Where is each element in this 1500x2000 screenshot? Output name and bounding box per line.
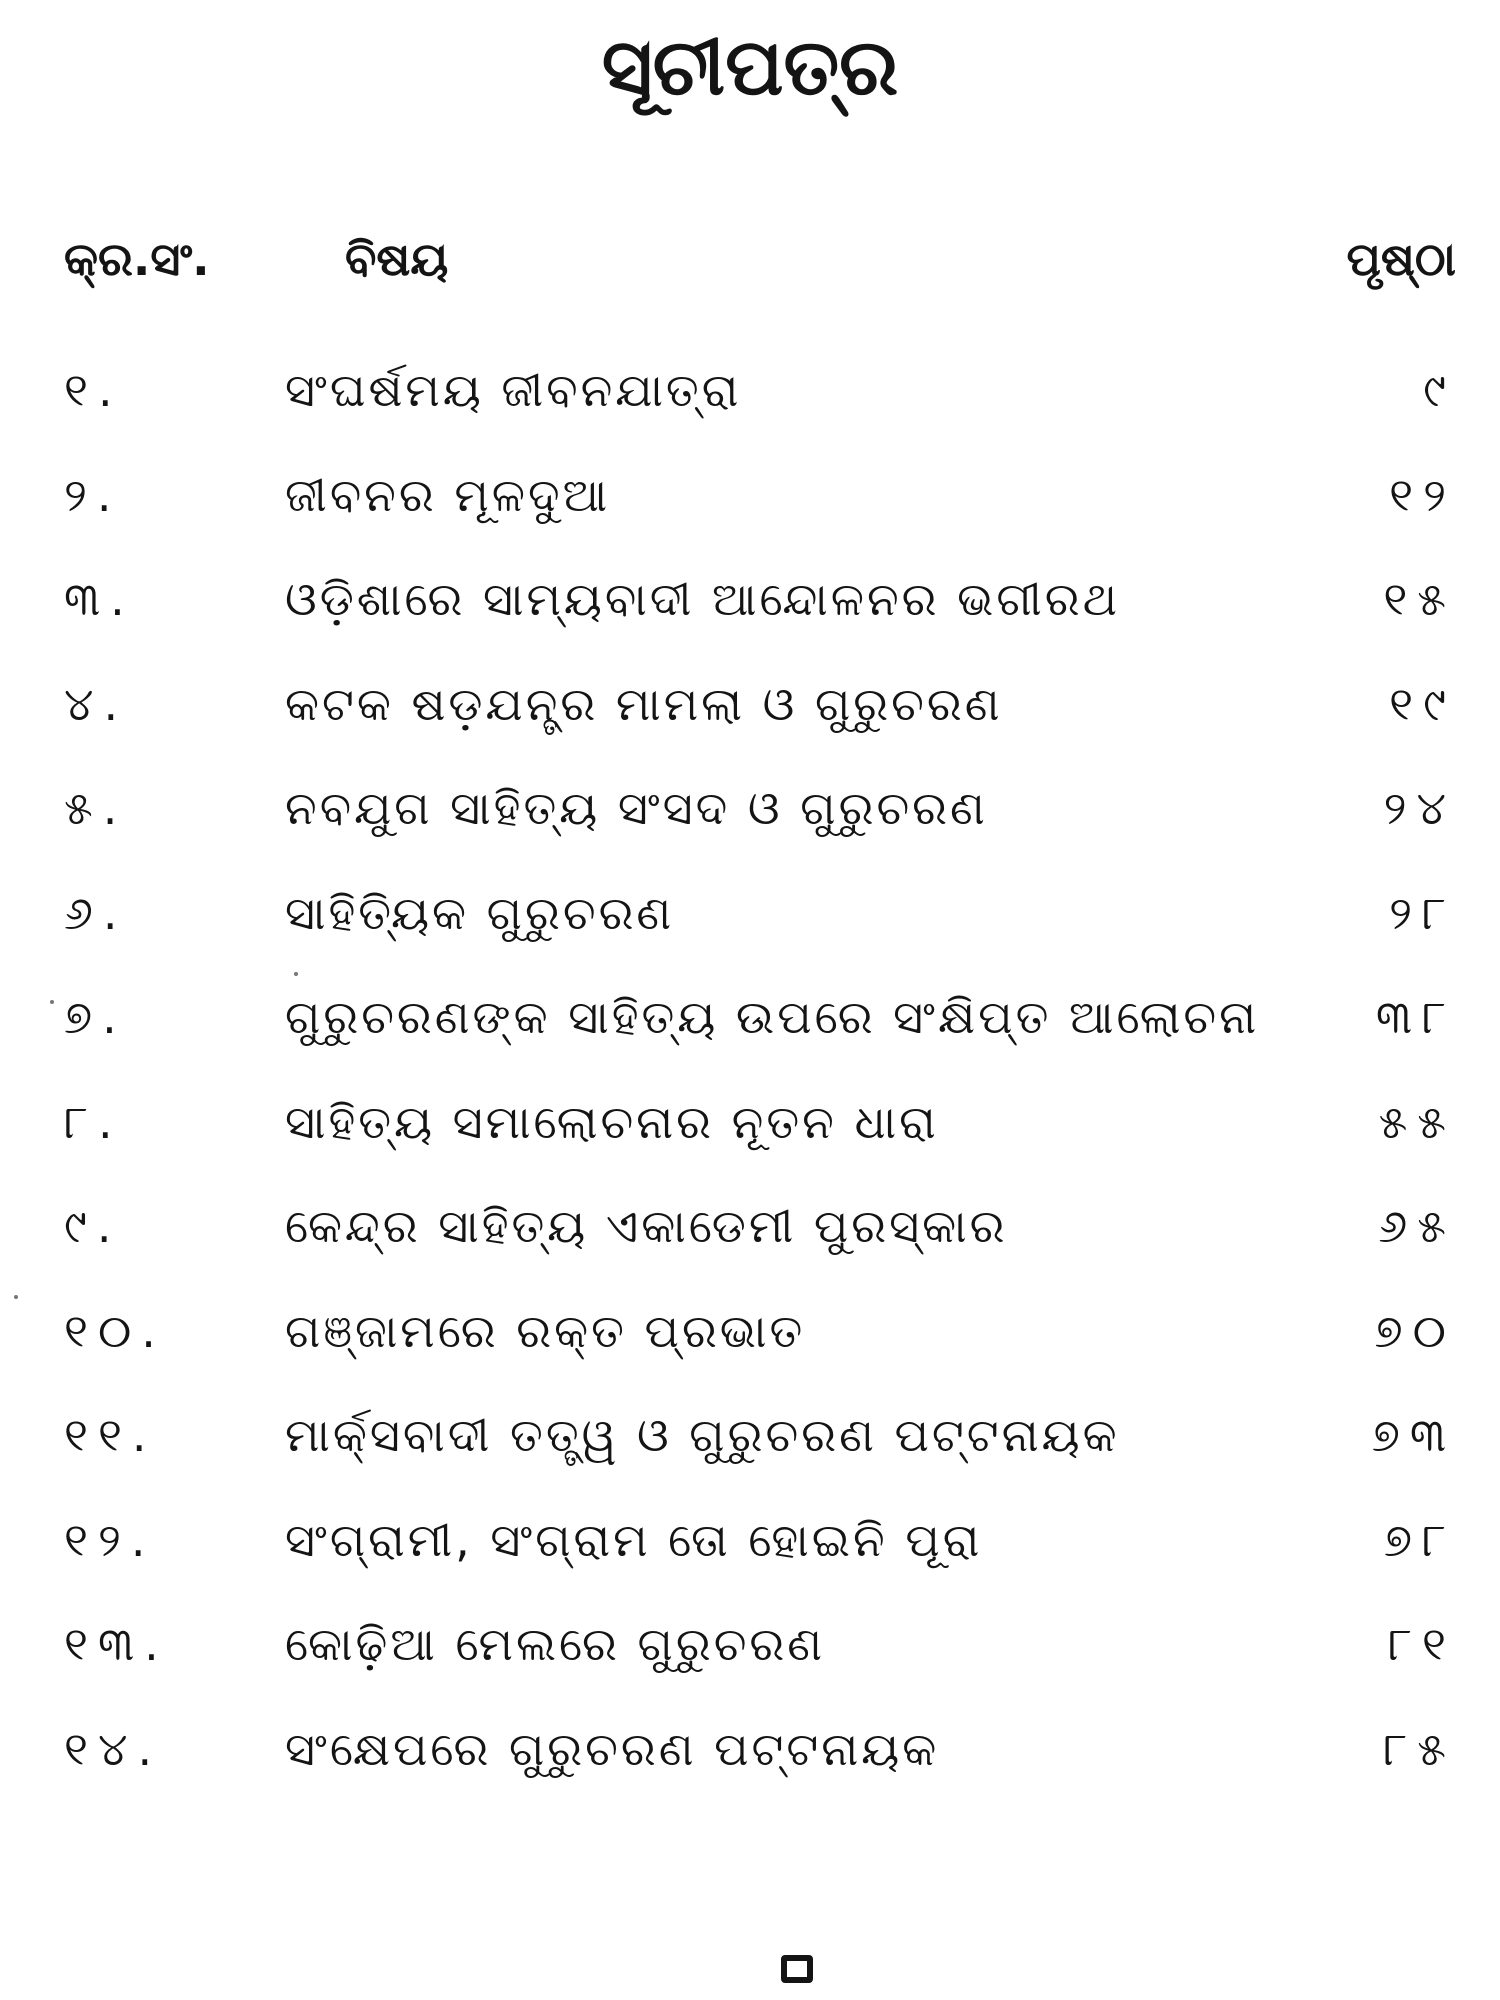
contents-entry (0, 1279, 1500, 1384)
entry-subject: କୋଢ଼ିଆ ମେଲରେ ଗୁରୁଚରଣ (285, 1617, 826, 1671)
entry-page-number: ୮୧ (1388, 1617, 1456, 1671)
contents-entry (0, 1488, 1500, 1593)
contents-entry (0, 756, 1500, 861)
contents-entry (0, 547, 1500, 652)
entry-page-number: ୭୩ (1371, 1408, 1456, 1462)
entry-subject: ସାହିତ୍ୟିକ ଗୁରୁଚରଣ (285, 885, 675, 940)
entry-number: ୮. (64, 1094, 123, 1149)
entry-number: ୧୩. (64, 1617, 169, 1671)
entry-subject: କେନ୍ଦ୍ର ସାହିତ୍ୟ ଏକାଡେମୀ ପୁରସ୍କାର (285, 1199, 1008, 1253)
entry-page-number: ୧୫ (1383, 572, 1456, 626)
entry-subject: ଗଞ୍ଜାମରେ ରକ୍ତ ପ୍ରଭାତ (285, 1303, 806, 1358)
contents-entry (0, 1383, 1500, 1488)
paper-speck (14, 1295, 18, 1299)
entry-number: ୪. (64, 676, 129, 731)
paper-speck (294, 972, 298, 976)
contents-entry (0, 443, 1500, 548)
entry-subject: ଜୀବନର ମୂଳଦୁଆ (285, 467, 611, 522)
header-page: ପୃଷ୍ଠା (1346, 232, 1456, 286)
entry-page-number: ୭୦ (1374, 1303, 1456, 1358)
entry-number: ୨. (64, 467, 122, 522)
entry-subject: ଗୁରୁଚରଣଙ୍କ ସାହିତ୍ୟ ଉପରେ ସଂକ୍ଷିପ୍ତ ଆଲୋଚନା (285, 990, 1260, 1044)
contents-list (0, 338, 1500, 1801)
entry-page-number: ୮୫ (1383, 1721, 1456, 1776)
contents-entry (0, 861, 1500, 966)
entry-number: ୫. (64, 781, 128, 835)
entry-number: ୧. (64, 363, 123, 417)
entry-page-number: ୬୫ (1378, 1199, 1456, 1253)
entry-page-number: ୭୮ (1383, 1512, 1456, 1567)
entry-page-number: ୧୯ (1389, 676, 1456, 731)
contents-entry (0, 338, 1500, 443)
page-title: ସୂଚୀପତ୍ର (601, 23, 899, 113)
contents-entry (0, 1592, 1500, 1697)
entry-subject: ସଂଗ୍ରାମୀ, ସଂଗ୍ରାମ ତୋ ହୋଇନି ପୂରା (285, 1512, 983, 1567)
entry-number: ୧୪. (64, 1721, 163, 1776)
entry-page-number: ୨୮ (1389, 885, 1456, 940)
entry-number: ୧୧. (64, 1408, 157, 1462)
header-serial-number: କ୍ର.ସଂ. (64, 232, 210, 286)
entry-number: ୩. (64, 572, 135, 626)
contents-entry (0, 1174, 1500, 1279)
entry-number: ୧୨. (64, 1512, 156, 1567)
entry-page-number: ୯ (1423, 363, 1456, 417)
entry-subject: କଟକ ଷଡ଼ଯନ୍ତ୍ର ମାମଲା ଓ ଗୁରୁଚରଣ (285, 676, 1003, 731)
paper-speck (50, 1000, 54, 1004)
header-subject: ବିଷୟ (345, 232, 449, 286)
entry-page-number: ୫୫ (1378, 1094, 1456, 1149)
entry-number: ୬. (64, 885, 128, 940)
entry-subject: ଓଡ଼ିଶାରେ ସାମ୍ୟବାଦୀ ଆନ୍ଦୋଳନର ଭଗୀରଥ (285, 572, 1121, 626)
contents-entry (0, 1697, 1500, 1802)
contents-entry (0, 652, 1500, 757)
entry-page-number: ୨୪ (1383, 781, 1456, 835)
entry-subject: ସଂଘର୍ଷମୟ ଜୀବନଯାତ୍ରା (285, 363, 742, 417)
entry-subject: ମାର୍କ୍ସବାଦୀ ତତ୍ତ୍ୱ ଓ ଗୁରୁଚରଣ ପଟ୍ଟନାୟକ (285, 1408, 1120, 1462)
contents-entry (0, 1070, 1500, 1175)
entry-subject: ସାହିତ୍ୟ ସମାଲୋଚନାର ନୂତନ ଧାରା (285, 1094, 939, 1149)
entry-page-number: ୧୨ (1389, 467, 1456, 522)
entry-number: ୯. (64, 1199, 122, 1253)
end-of-section-square-icon (781, 1955, 813, 1983)
entry-page-number: ୩୮ (1375, 990, 1456, 1044)
entry-subject: ନବଯୁଗ ସାହିତ୍ୟ ସଂସଦ ଓ ଗୁରୁଚରଣ (285, 781, 988, 835)
entry-subject: ସଂକ୍ଷେପରେ ଗୁରୁଚରଣ ପଟ୍ଟନାୟକ (285, 1721, 940, 1776)
entry-number: ୭. (64, 990, 127, 1044)
contents-entry (0, 965, 1500, 1070)
entry-number: ୧୦. (64, 1303, 166, 1358)
